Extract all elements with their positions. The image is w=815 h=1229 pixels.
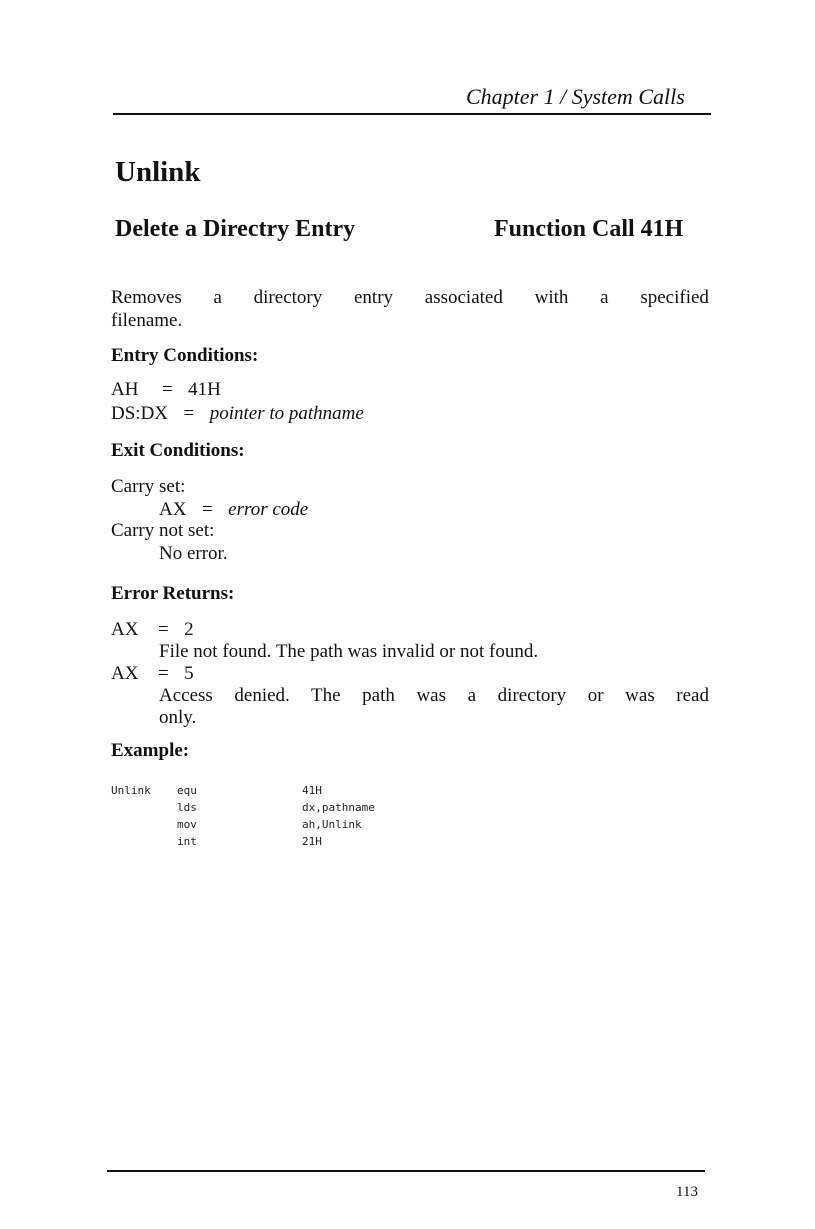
error-returns-heading: Error Returns: — [111, 583, 235, 604]
page-title: Unlink — [115, 156, 201, 188]
running-header: Chapter 1 / System Calls — [466, 84, 685, 109]
carry-not-set-label: Carry not set: — [111, 520, 215, 541]
register-name: AX — [111, 663, 139, 684]
example-heading: Example: — [111, 740, 190, 761]
footer-rule — [107, 1170, 705, 1172]
register-name: AX — [159, 499, 187, 520]
description-paragraph — [111, 286, 709, 332]
entry-row-dsdx — [111, 403, 364, 425]
code-operand: dx,pathname — [302, 801, 375, 814]
exit-conditions-heading: Exit Conditions: — [111, 440, 245, 461]
description-word: directory — [253, 287, 323, 308]
code-opcode: int — [177, 835, 197, 848]
error-description: Access denied. The path was a directory or was read — [159, 685, 709, 706]
error-code-row — [111, 663, 194, 685]
carry-set-label: Carry set: — [111, 476, 186, 497]
description-word: specified — [640, 287, 709, 308]
register-name: AH — [111, 379, 139, 400]
equals-sign: = — [157, 619, 169, 640]
register-name: DS:DX — [111, 403, 169, 424]
description-word: a — [213, 287, 222, 308]
code-operand: ah,Unlink — [302, 818, 362, 831]
description-word: with — [534, 287, 569, 308]
error-code: 2 — [184, 619, 194, 640]
equals-sign: = — [157, 663, 169, 684]
code-opcode: mov — [177, 818, 197, 831]
exit-row-ax — [159, 499, 308, 521]
equals-sign: = — [161, 379, 173, 400]
no-error-text: No error. — [159, 543, 228, 564]
section-subtitle: Delete a Directry Entry — [115, 216, 356, 242]
description-word: entry — [353, 287, 394, 308]
register-name: AX — [111, 619, 139, 640]
register-value: 41H — [188, 379, 221, 400]
register-value: error code — [228, 499, 309, 520]
code-opcode: lds — [177, 801, 197, 814]
description-word: a — [600, 287, 609, 308]
description-word: Removes — [111, 287, 182, 308]
function-call-label: Function Call 41H — [494, 216, 684, 242]
code-label: Unlink — [111, 784, 151, 797]
entry-row-ah — [111, 379, 221, 401]
error-code: 5 — [184, 663, 194, 684]
equals-sign: = — [183, 403, 195, 424]
error-description: File not found. The path was invalid or not found. — [159, 641, 539, 662]
code-operand: 41H — [302, 784, 322, 797]
register-value: pointer to pathname — [209, 403, 364, 424]
description-line-1 — [111, 286, 709, 309]
equals-sign: = — [201, 499, 213, 520]
error-code-row — [111, 619, 194, 641]
entry-conditions-heading: Entry Conditions: — [111, 345, 259, 366]
description-word: associated — [424, 287, 503, 308]
code-operand: 21H — [302, 835, 322, 848]
code-opcode: equ — [177, 784, 197, 797]
description-line-2: filename. — [111, 310, 183, 331]
error-description-continued: only. — [159, 707, 197, 728]
header-rule — [113, 113, 711, 115]
page-number: 113 — [676, 1184, 698, 1200]
